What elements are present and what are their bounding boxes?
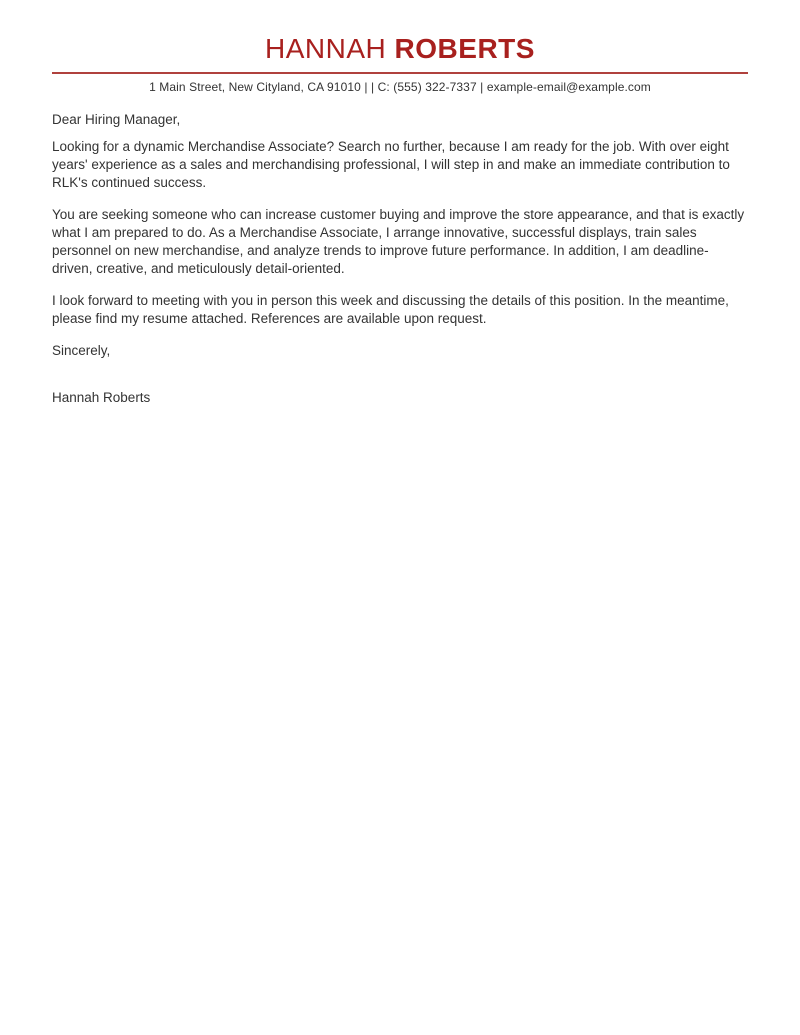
paragraph: Looking for a dynamic Merchandise Associate? Search no further, because I am ready for the job. With over eight years' experience as a sales and merchandising professional, I will step in and make an immediate contribution to RLK's continued success. [52, 139, 730, 191]
letter-header [52, 34, 748, 94]
paragraph: I look forward to meeting with you in person this week and discussing the details of this position. In the meantime, please find my resume attached. References are available upon request. [52, 293, 729, 327]
contact-line: 1 Main Street, New Cityland, CA 91010 | | C: (555) 322-7337 | example-email@example.com [149, 80, 651, 95]
salutation: Dear Hiring Manager, [52, 112, 181, 128]
paragraph: You are seeking someone who can increase customer buying and improve the store appearance, and that is exactly what I am prepared to do. As a Merchandise Associate, I arrange innovative, successful displays, train sales personnel on new merchandise, and analyze trends to improve future performance. In addition, I am deadline-driven, creative, and meticulously detail-oriented. [52, 207, 745, 277]
header-divider-rule [52, 72, 748, 74]
candidate-last-name: ROBERTS [394, 33, 535, 64]
signature-name: Hannah Roberts [52, 390, 151, 406]
candidate-name [52, 34, 748, 63]
letter-body [52, 111, 748, 407]
closing: Sincerely, [52, 343, 111, 359]
candidate-first-name: HANNAH [265, 33, 387, 64]
